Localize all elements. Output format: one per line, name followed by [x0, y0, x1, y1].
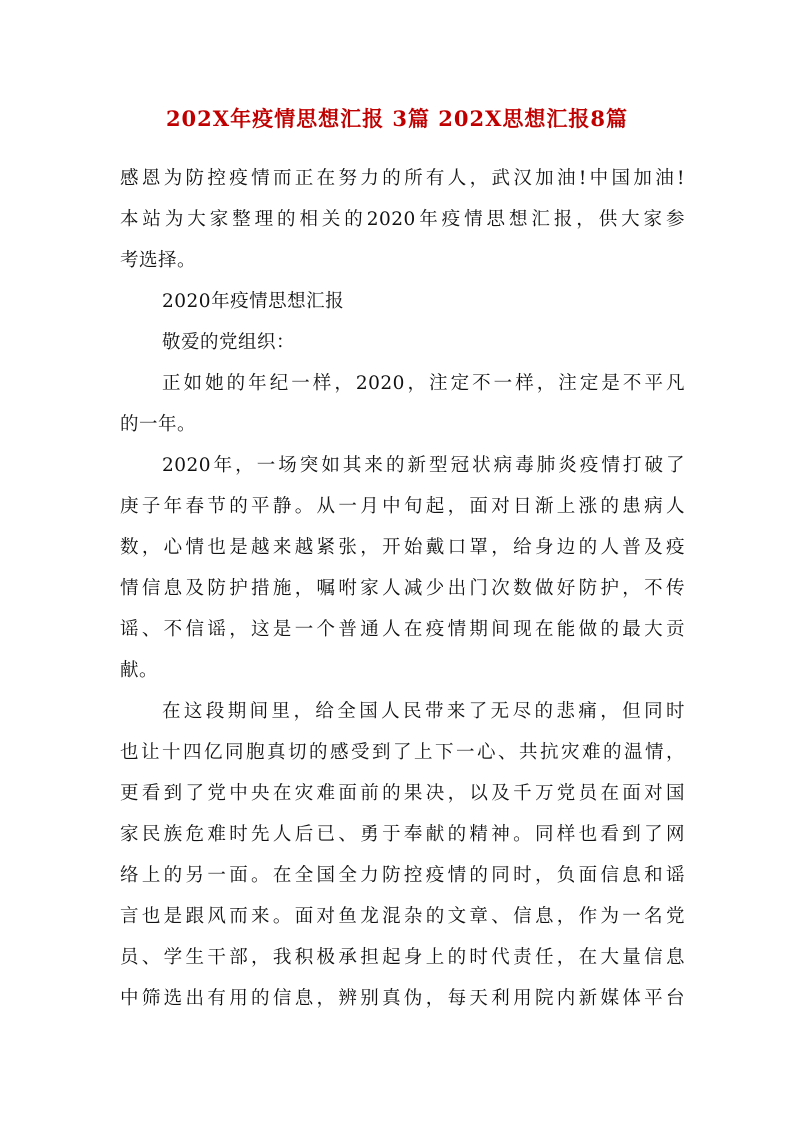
text-line: 献。 — [120, 660, 159, 681]
text-line: 正如她的年纪一样，2020，注定不一样，注定是不平凡 — [162, 373, 685, 394]
text-line: 感恩为防控疫情而正在努力的所有人，武汉加油!中国加油! — [120, 168, 685, 189]
text-line: 2020年疫情思想汇报 — [162, 291, 345, 312]
text-line: 家民族危难时先人后已、勇于奉献的精神。同样也看到了网 — [120, 824, 685, 845]
text-line: 情信息及防护措施，嘱咐家人减少出门次数做好防护，不传 — [120, 578, 685, 599]
text-line: 本站为大家整理的相关的2020年疫情思想汇报，供大家参 — [120, 209, 685, 230]
text-line: 考选择。 — [120, 250, 197, 271]
text-line: 庚子年春节的平静。从一月中旬起，面对日渐上涨的患病人 — [120, 496, 685, 517]
text-line: 也让十四亿同胞真切的感受到了上下一心、共抗灾难的温情， — [120, 742, 685, 763]
text-line: 2020年，一场突如其来的新型冠状病毒肺炎疫情打破了 — [162, 455, 685, 476]
text-line: 员、学生干部，我积极承担起身上的时代责任，在大量信息 — [120, 947, 685, 968]
text-line: 中筛选出有用的信息，辨别真伪，每天利用院内新媒体平台 — [120, 988, 685, 1009]
text-line: 更看到了党中央在灾难面前的果决，以及千万党员在面对国 — [120, 783, 685, 804]
text-line: 谣、不信谣，这是一个普通人在疫情期间现在能做的最大贡 — [120, 619, 685, 640]
text-line: 在这段期间里，给全国人民带来了无尽的悲痛，但同时 — [162, 701, 685, 722]
document-title: 202X年疫情思想汇报 3篇 202X思想汇报8篇 — [165, 106, 629, 131]
text-line: 数，心情也是越来越紧张，开始戴口罩，给身边的人普及疫 — [120, 537, 685, 558]
text-line: 络上的另一面。在全国全力防控疫情的同时，负面信息和谣 — [120, 865, 685, 886]
document-body — [120, 158, 685, 1019]
text-line: 的一年。 — [120, 414, 197, 435]
text-line: 敬爱的党组织： — [162, 332, 296, 353]
text-line: 言也是跟风而来。面对鱼龙混杂的文章、信息，作为一名党 — [120, 906, 685, 927]
